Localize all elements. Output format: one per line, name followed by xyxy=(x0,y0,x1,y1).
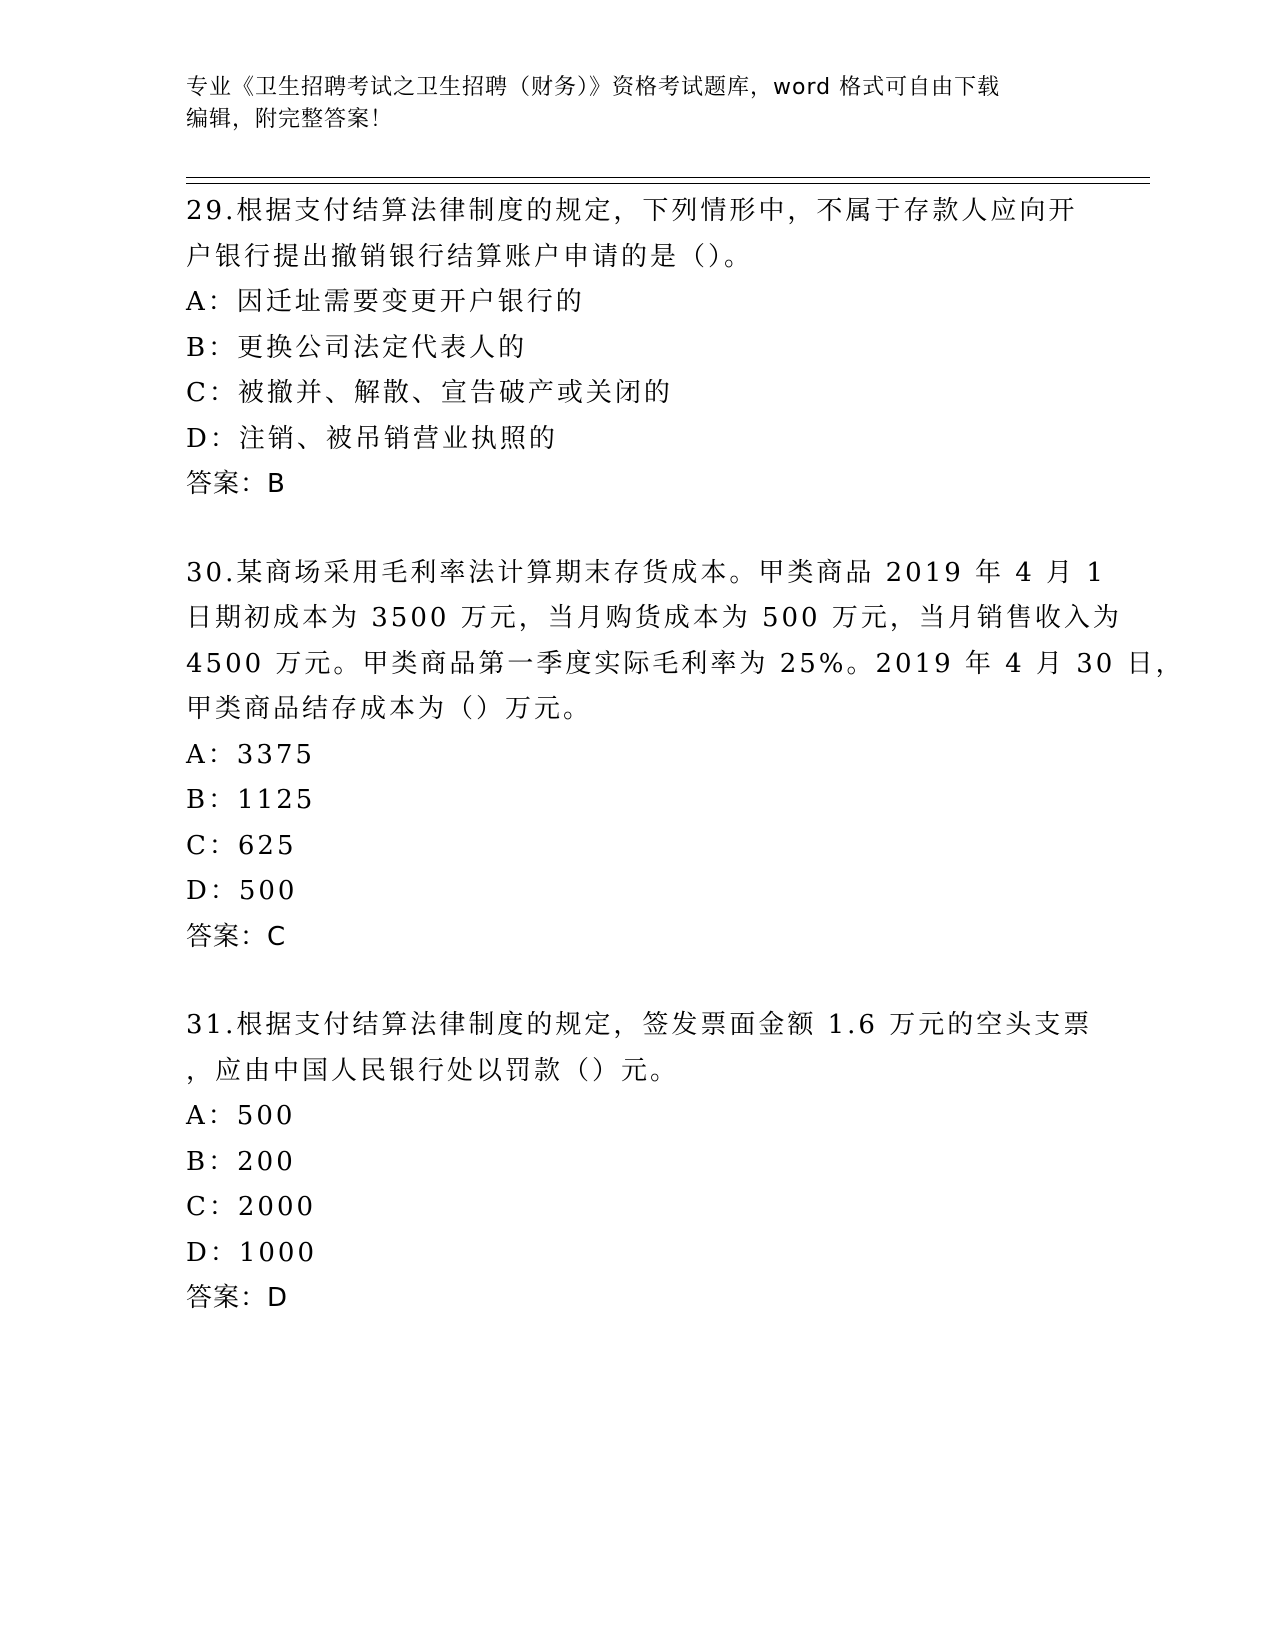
question-text-line: 29.根据支付结算法律制度的规定，下列情形中，不属于存款人应向开 xyxy=(186,196,1078,226)
answer: 答案：C xyxy=(186,921,287,952)
question-29 xyxy=(186,189,1106,508)
option-b: B：更换公司法定代表人的 xyxy=(186,332,528,363)
question-text xyxy=(186,551,1185,733)
option-a: A：3375 xyxy=(186,739,315,770)
option-c: C：被撤并、解散、宣告破产或关闭的 xyxy=(186,378,673,408)
question-text-line: 日期初成本为 3500 万元，当月购货成本为 500 万元，当月销售收入为 xyxy=(186,603,1122,633)
question-31 xyxy=(186,1003,1106,1322)
answer: 答案：B xyxy=(186,469,286,499)
question-list xyxy=(186,189,1185,1342)
option-c: C：625 xyxy=(186,830,297,861)
question-text-line: 甲类商品结存成本为（）万元。 xyxy=(186,694,593,724)
option-d: D：1000 xyxy=(186,1237,318,1268)
option-b: B：1125 xyxy=(186,785,316,815)
header-line-1: 专业《卫生招聘考试之卫生招聘（财务）》资格考试题库，word 格式可自由下载 xyxy=(186,75,1001,100)
question-30 xyxy=(186,551,1185,961)
option-c: C：2000 xyxy=(186,1192,317,1222)
question-text-line: ，应由中国人民银行处以罚款（）元。 xyxy=(186,1055,680,1086)
question-text xyxy=(186,1003,1093,1094)
header-divider-top xyxy=(186,177,1150,178)
option-a: A：因迁址需要变更开户银行的 xyxy=(186,287,585,317)
header-line-2: 编辑，附完整答案！ xyxy=(186,107,394,132)
option-a: A：500 xyxy=(186,1101,296,1131)
question-gap xyxy=(186,528,1106,551)
option-d: D：500 xyxy=(186,876,298,906)
option-b: B：200 xyxy=(186,1146,296,1177)
question-text xyxy=(186,189,1078,280)
question-gap xyxy=(186,980,1106,1003)
question-text-line: 31.根据支付结算法律制度的规定，签发票面金额 1.6 万元的空头支票 xyxy=(186,1010,1093,1040)
question-text-line: 4500 万元。甲类商品第一季度实际毛利率为 25%。2019 年 4 月 30 日， xyxy=(186,648,1185,679)
document-header xyxy=(186,72,1066,136)
header-divider-bottom xyxy=(186,183,1150,184)
question-text-line: 30.某商场采用毛利率法计算期末存货成本。甲类商品 2019 年 4 月 1 xyxy=(186,557,1106,588)
question-text-line: 户银行提出撤销银行结算账户申请的是（）。 xyxy=(186,241,754,272)
answer: 答案：D xyxy=(186,1283,289,1313)
option-d: D：注销、被吊销营业执照的 xyxy=(186,423,558,454)
